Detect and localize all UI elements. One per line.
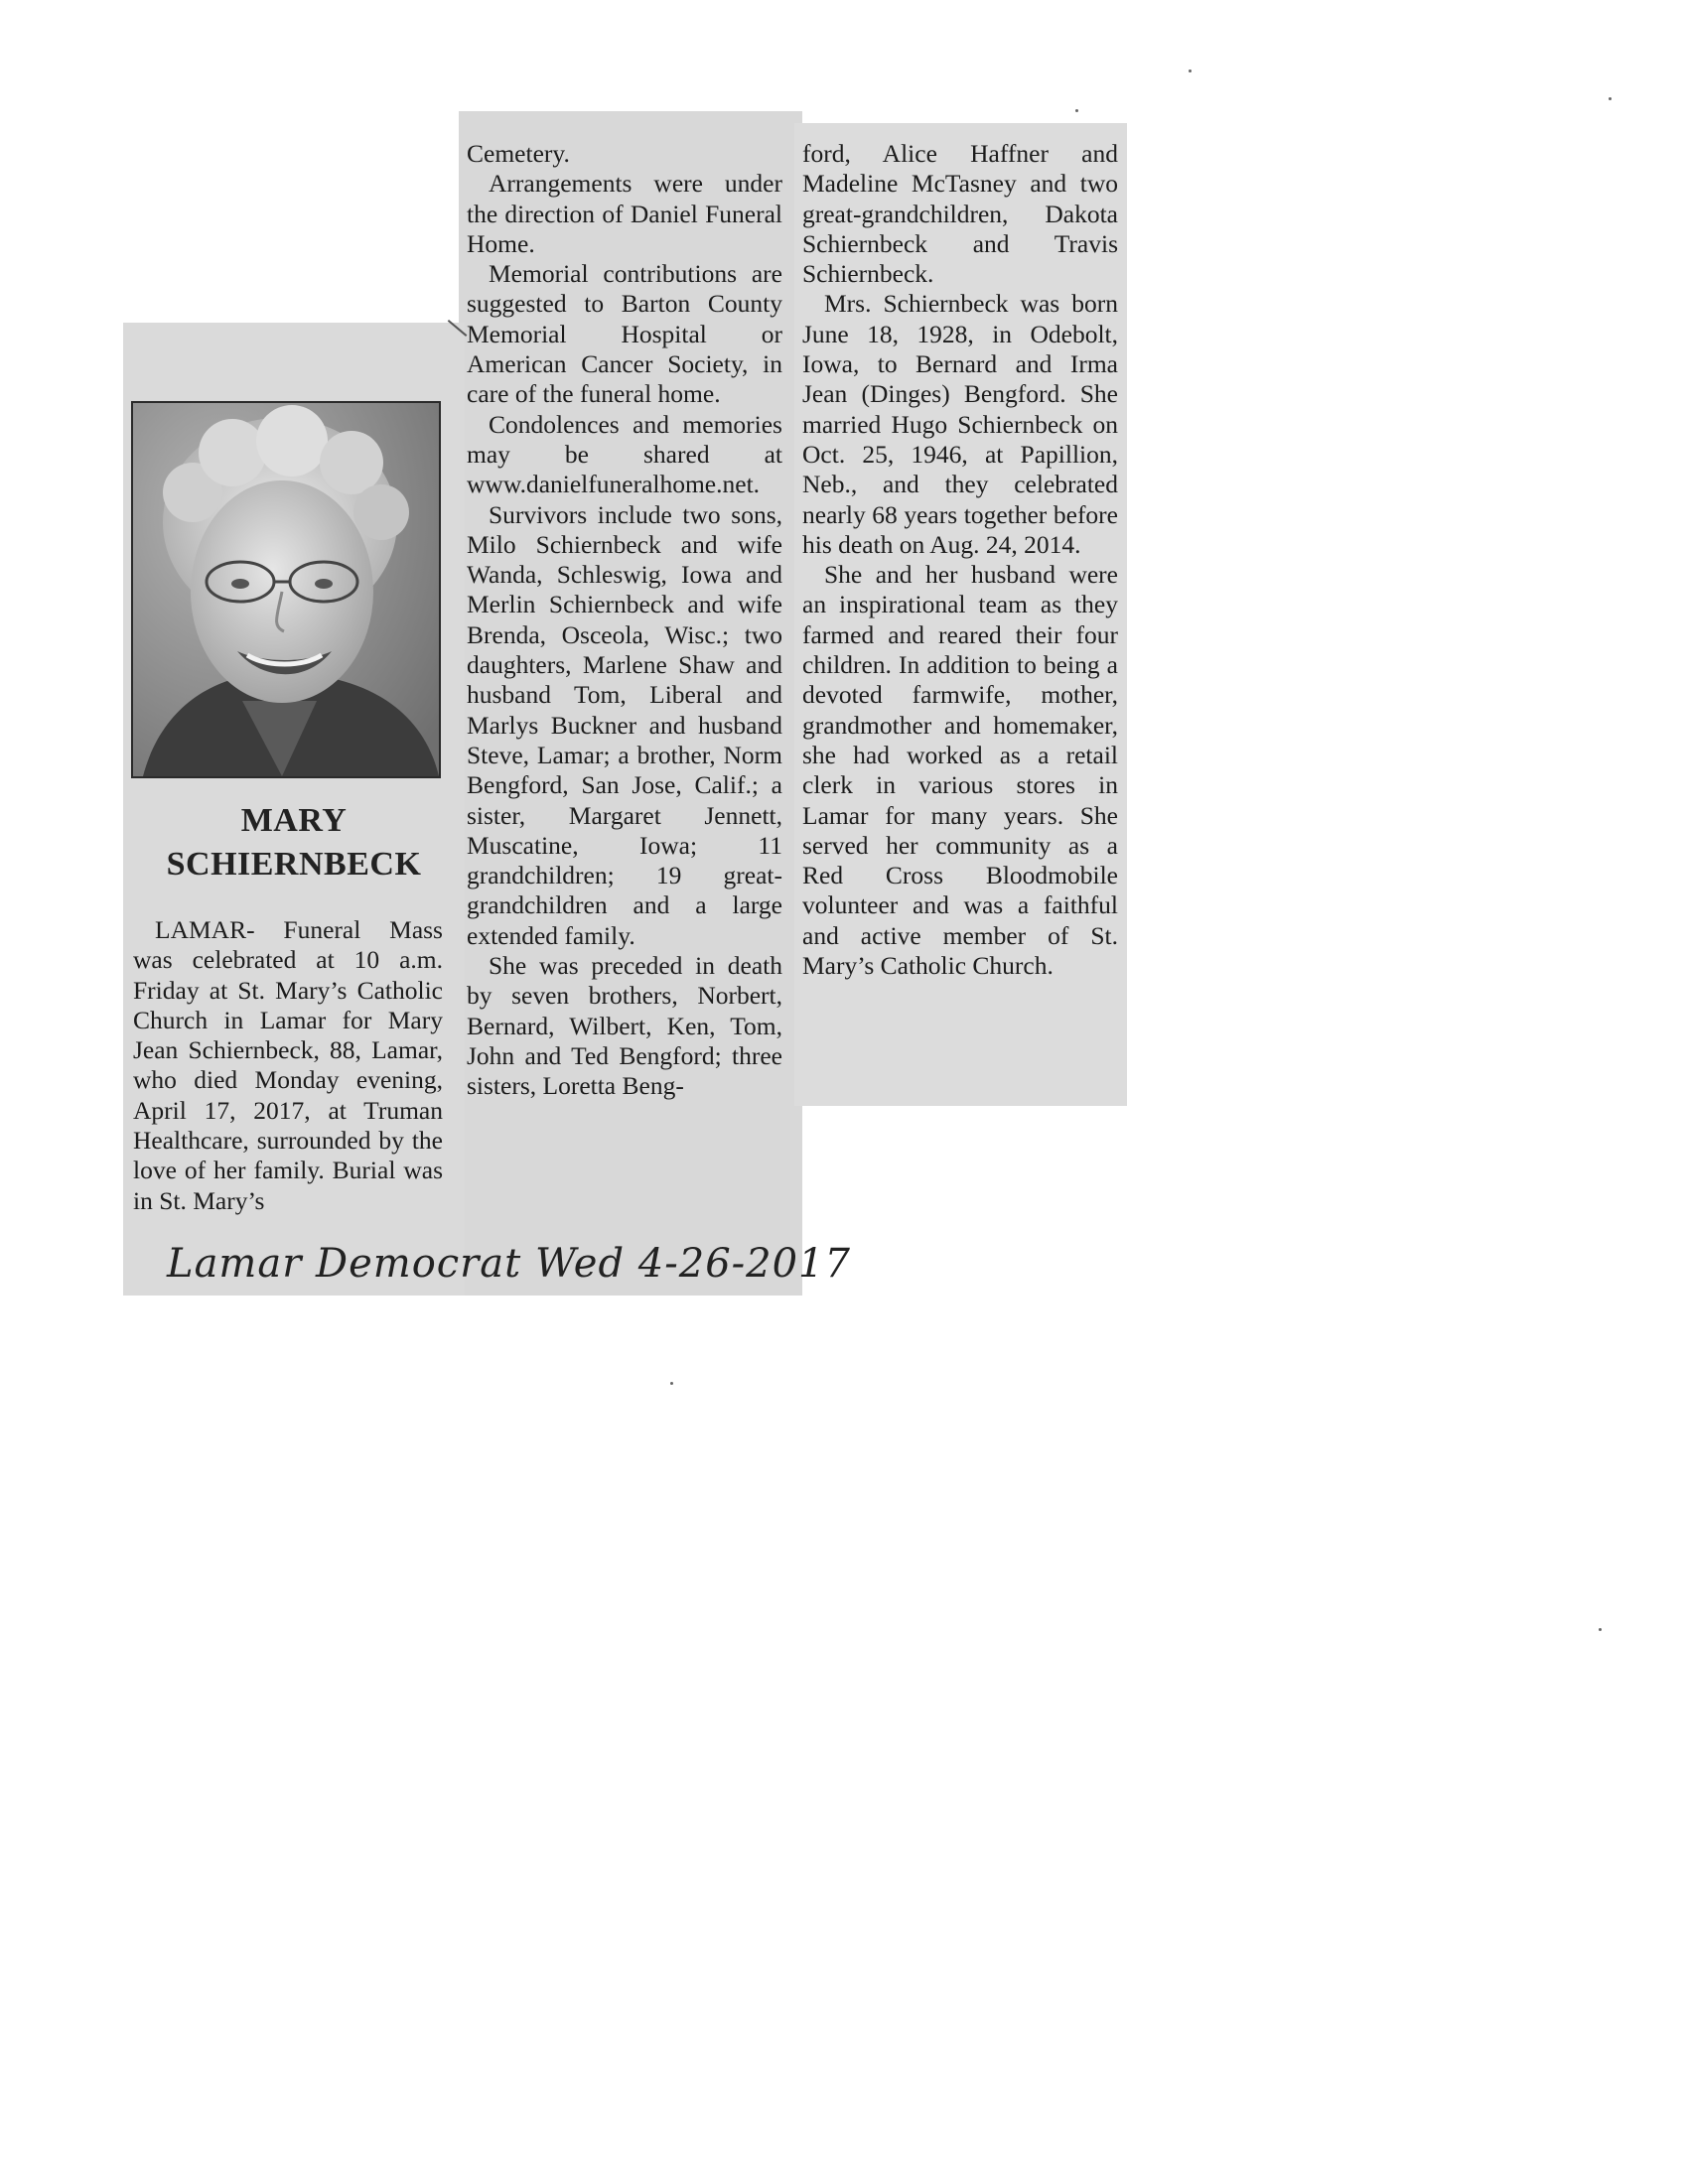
paragraph: LAMAR- Funeral Mass was celebrated at 10 a.m. Friday at St. Mary’s Catholic Church in Lamar for Mary Jean Schiernbeck, 88, Lamar, who died Monday evening, April 17, 2017, at Truman Healthcare, surrounded by the love of her family. Burial was in St. Mary’s [133,915,443,1215]
paragraph: She and her husband were an inspirational team as they farmed and reared their four children. In addition to being a devoted farmwife, mother, grandmother and homemaker, she had worked as a retail clerk in various stores in Lamar for many years. She served her community as a Red Cross Bloodmobile volunteer and was a faithful and active member of St. Mary’s Catholic Church. [802,560,1118,981]
portrait-photo [131,401,441,778]
paragraph: Cemetery. [467,139,570,168]
paragraph: Memorial contributions are suggested to Barton County Memorial Hospital or American Cancer Society, in care of the funeral home. [467,259,782,409]
obituary-column-middle [467,139,782,1102]
scan-speck [1609,97,1612,100]
obituary-name-last: SCHIERNBECK [166,846,422,883]
scan-speck [1075,109,1078,112]
paragraph: Mrs. Schiernbeck was born June 18, 1928, in Odebolt, Iowa, to Bernard and Irma Jean (Dinges) Bengford. She married Hugo Schiernbeck on Oct. 25, 1946, at Papillion, Neb., and they celebrated nearly 68 years together before his death on Aug. 24, 2014. [802,289,1118,559]
handwritten-source-note: Lamar Democrat Wed 4-26-2017 [167,1241,851,1287]
portrait-image [133,403,439,776]
paragraph: ford, Alice Haffner and Madeline McTasney and two great-grandchildren, Dakota Schiernbeck and Travis Schiernbeck. [802,139,1118,289]
obituary-name-first: MARY [240,802,348,839]
paragraph: Condolences and memories may be shared at www.danielfuneralhome.net. [467,409,782,499]
scan-speck [1599,1628,1602,1631]
paragraph: Arrangements were under the direction of Daniel Funeral Home. [467,169,782,258]
obituary-column-left [133,915,443,1216]
paragraph: She was preceded in death by seven brothers, Norbert, Bernard, Wilbert, Ken, Tom, John and Ted Bengford; three sisters, Loretta Beng- [467,951,782,1101]
paragraph: Survivors include two sons, Milo Schiernbeck and wife Wanda, Schleswig, Iowa and Merlin Schiernbeck and wife Brenda, Osceola, Wisc.; two daughters, Marlene Shaw and husband Tom, Liberal and Marlys Buckner and husband Steve, Lamar; a brother, Norm Bengford, San Jose, Calif.; a sister, Margaret Jennett, Muscatine, Iowa; 11 grandchildren; 19 great-grandchildren and a large extended family. [467,499,782,950]
obituary-column-right [802,139,1118,981]
scan-speck [670,1382,673,1385]
scan-speck [1189,69,1192,72]
